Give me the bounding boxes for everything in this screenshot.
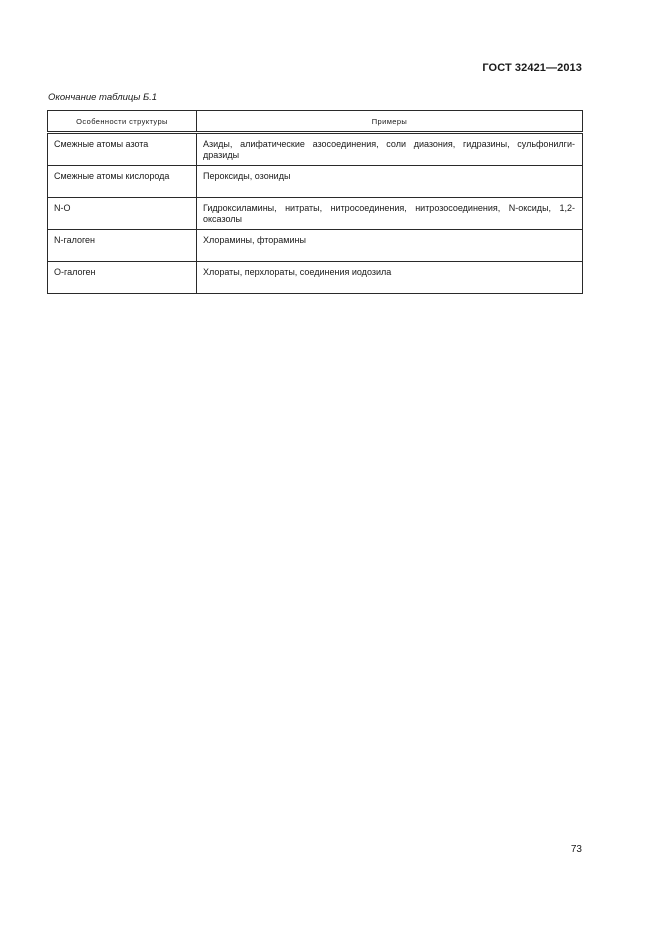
structure-cell: N-галоген <box>48 230 197 262</box>
structure-cell: Смежные атомы кислорода <box>48 166 197 198</box>
table-header-row <box>48 111 583 133</box>
examples-cell: Гидроксиламины, нитраты, нитросоединения, нитрозосоединения, N-оксиды, 1,2-оксазолы <box>197 198 583 230</box>
structure-cell: Смежные атомы азота <box>48 133 197 166</box>
table-row <box>48 230 583 262</box>
structure-examples-table <box>47 110 583 294</box>
column-header-examples: Примеры <box>197 111 583 133</box>
examples-cell: Азиды, алифатические азосоединения, соли диазония, гидразины, сульфонилги-дразиды <box>197 133 583 166</box>
structure-cell: N-O <box>48 198 197 230</box>
document-code: ГОСТ 32421—2013 <box>482 62 582 74</box>
table-caption: Окончание таблицы Б.1 <box>48 92 158 103</box>
examples-cell: Хлорамины, фторамины <box>197 230 583 262</box>
page-number: 73 <box>570 844 582 855</box>
table-row <box>48 133 583 166</box>
table-row <box>48 166 583 198</box>
structure-cell: О-галоген <box>48 262 197 294</box>
examples-cell: Пероксиды, озониды <box>197 166 583 198</box>
table-row <box>48 198 583 230</box>
column-header-structure: Особенности структуры <box>48 111 197 133</box>
table-row <box>48 262 583 294</box>
examples-cell: Хлораты, перхлораты, соединения иодозила <box>197 262 583 294</box>
